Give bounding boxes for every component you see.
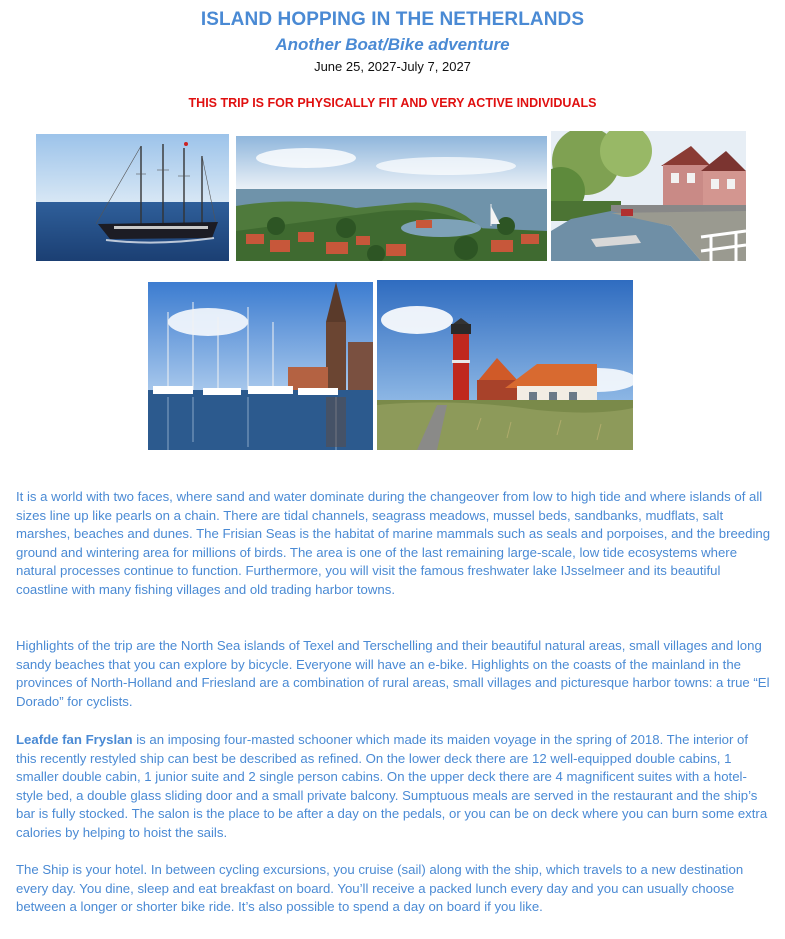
harbor-town-aerial-photo	[236, 136, 547, 261]
canal-village-photo	[551, 131, 746, 261]
marina-church-photo	[148, 282, 373, 450]
hotel-paragraph: The Ship is your hotel. In between cycling excursions, you cruise (sail) along with the ship, which travels to a new destination every day. You dine, sleep and eat breakfast on board. You’ll receive a packed lunch every day and you can usually choose between a longer or shorter bike ride. It’s also possible to spend a day on board if you like.	[16, 862, 744, 915]
intro-paragraph: It is a world with two faces, where sand and water dominate during the changeover from low to high tide and where islands of all sizes line up like pearls on a chain. There are tidal channels, seagrass meadows, mussel beds, sandbanks, mudflats, salt marshes, beaches and dunes. The Frisian Seas is the habitat of marine mammals such as seals and porpoises, and the breeding ground and wintering area for millions of birds. The area is one of the last remaining large-scale, low tide ecosystems where natural processes continue to function. Furthermore, you will visit the famous freshwater lake IJsselmeer and its beautiful coastline with many fishing villages and old trading harbor towns.	[16, 489, 771, 597]
fitness-warning: THIS TRIP IS FOR PHYSICALLY FIT AND VERY ACTIVE INDIVIDUALS	[188, 96, 597, 110]
lighthouse-photo	[377, 280, 633, 450]
ship-name: Leafde fan Fryslan	[16, 732, 133, 747]
ship-paragraph	[16, 731, 772, 843]
trip-dates: June 25, 2027-July 7, 2027	[314, 59, 471, 74]
highlights-paragraph: Highlights of the trip are the North Sea islands of Texel and Terschelling and their beautiful natural areas, small villages and long sandy beaches that you can explore by bicycle. Everyone will have an e-bike. Highlights on the coasts of the mainland in the provinces of North-Holland and Friesland are a combination of rural areas, small villages and picturesque harbor towns: a true “El Dorado” for cyclists.	[16, 638, 770, 709]
ship-description: is an imposing four-masted schooner which made its maiden voyage in the spring of 2018. The interior of this recently restyled ship can best be described as refined. On the lower deck there are 12 well-equipped double cabins, 1 smaller double cabin, 1 junior suite and 2 single person cabins. On the upper deck there are 4 magnificent suites with a hotel-style bed, a double glass sliding door and a small private balcony. Sumptuous meals are served in the restaurant and the ship’s bar is fully stocked. The salon is the place to be after a day on the pedals, or you can be on deck where you can burn some extra calories by helping to hoist the sails.	[16, 732, 768, 840]
page-subtitle: Another Boat/Bike adventure	[275, 35, 510, 54]
schooner-sailing-photo	[36, 134, 229, 261]
page-title: ISLAND HOPPING IN THE NETHERLANDS	[200, 9, 585, 30]
